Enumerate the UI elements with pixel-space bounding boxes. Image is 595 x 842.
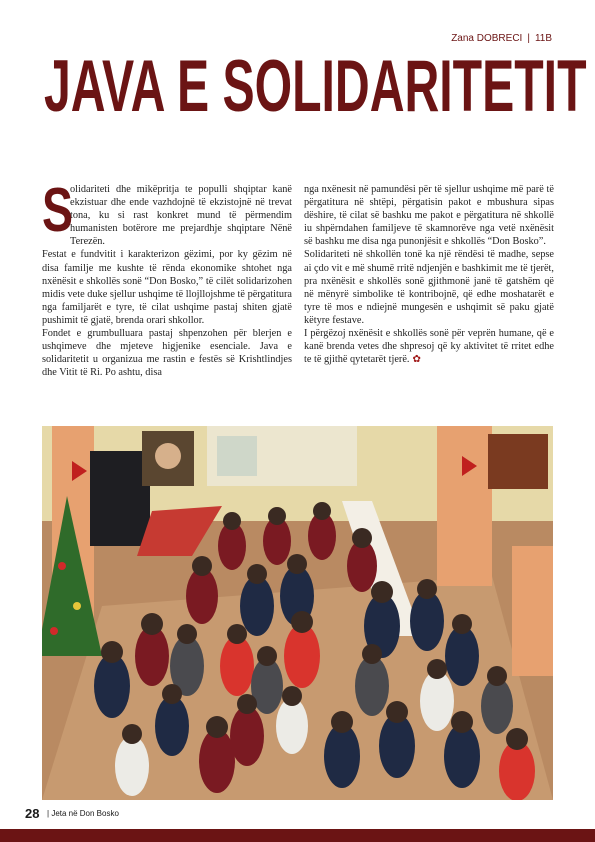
- paragraph-4: nga nxënesit në pamundësi për të sjellur ushqime më parë të përgatitura në shtëpi, përgatisin pakot e mbushura sipas dëshire, të cilat së bashku me pakot e përgatitura në shkollë iu shpërndahen familjeve të skamnorëve nga vetë nxënësit së bashku me disa nga punonjësit e shkollës “Don Bosko”.: [304, 184, 554, 248]
- pillar-far-right: [512, 546, 553, 676]
- pillar-right: [437, 426, 492, 586]
- magazine-title: Jeta në Don Bosko: [51, 809, 119, 818]
- paragraph-3: Fondet e grumbulluara pastaj shpenzohen për blerjen e ushqimeve dhe mjeteve higjenike esenciale. Java e solidaritetit u organizua me rastin e festës së Krishtlindjes dhe Vitit të Ri. Po ashtu, disa: [42, 328, 292, 379]
- ornament: [58, 562, 66, 570]
- byline-separator: |: [527, 33, 530, 44]
- column-right: [304, 183, 554, 418]
- window: [217, 436, 257, 476]
- grade-label: 11B: [534, 33, 552, 44]
- paragraph-6-text: I përgëzoj nxënësit e shkollës sonë për veprën humane, që e kanë brenda vetes dhe shpresoj që ky aktivitet të rritet edhe te të gjithë qytetarët tjerë.: [304, 328, 554, 366]
- byline: [451, 33, 552, 44]
- magazine-name: [47, 809, 119, 818]
- footer-separator: |: [47, 809, 52, 818]
- ornament: [73, 602, 81, 610]
- footer-bar: [0, 829, 595, 842]
- column-left: [42, 176, 292, 418]
- paragraph-1: [42, 176, 292, 248]
- author-name: Zana DOBRECI: [451, 33, 523, 44]
- paragraph-2: Festat e fundvitit i karakterizon gëzimi, por ky gëzim në disa familje me kushte të rënda ekonomike shtohet nga nxënësit e shkollës sonë “Don Bosko,” të cilët solidarizohen midis vete duke sjellur ushqime të llojllojshme të përgatitura nga familjarët e tyre, të cilat ushqime pastaj shiten gjatë pushimit të gjatë, brenda orari shkollor.: [42, 249, 292, 326]
- article-title: JAVA E SOLIDARITETIT: [44, 46, 587, 127]
- paragraph-6: [304, 327, 554, 366]
- article-body: [42, 176, 554, 418]
- wall-frame-right: [488, 434, 548, 489]
- ornament: [50, 627, 58, 635]
- flower-icon: ✿: [412, 354, 421, 366]
- paragraph-1-text: olidariteti dhe mikëpritja te populli shqiptar kanë ekzistuar dhe ende vazhdojnë të ekzistojnë në trevat tona, ku si rast konkret mund të përmendim humanisten botërore me prejardhje shqiptare Nënë Terezën.: [70, 184, 292, 248]
- paragraph-5: Solidariteti në shkollën tonë ka një rëndësi të madhe, sepse ai çdo vit e më shumë rritë ndjenjën e bashkimit me të tjerët, pra nxënësit e shkollës sonë gjithmonë janë të gatshëm që në mënyrë simbolike të kontribojnë, që edhe moshatarët e tyre të mos e ndiejnë mungesën e ushqimit së paku gjatë këtyre festave.: [304, 249, 554, 326]
- bulletin-board: [90, 451, 150, 546]
- page-number: 28: [25, 806, 40, 821]
- event-photo: [42, 426, 553, 800]
- photo-illustration: [42, 426, 553, 800]
- dropcap-letter: S: [42, 176, 74, 245]
- portrait-face: [155, 443, 181, 469]
